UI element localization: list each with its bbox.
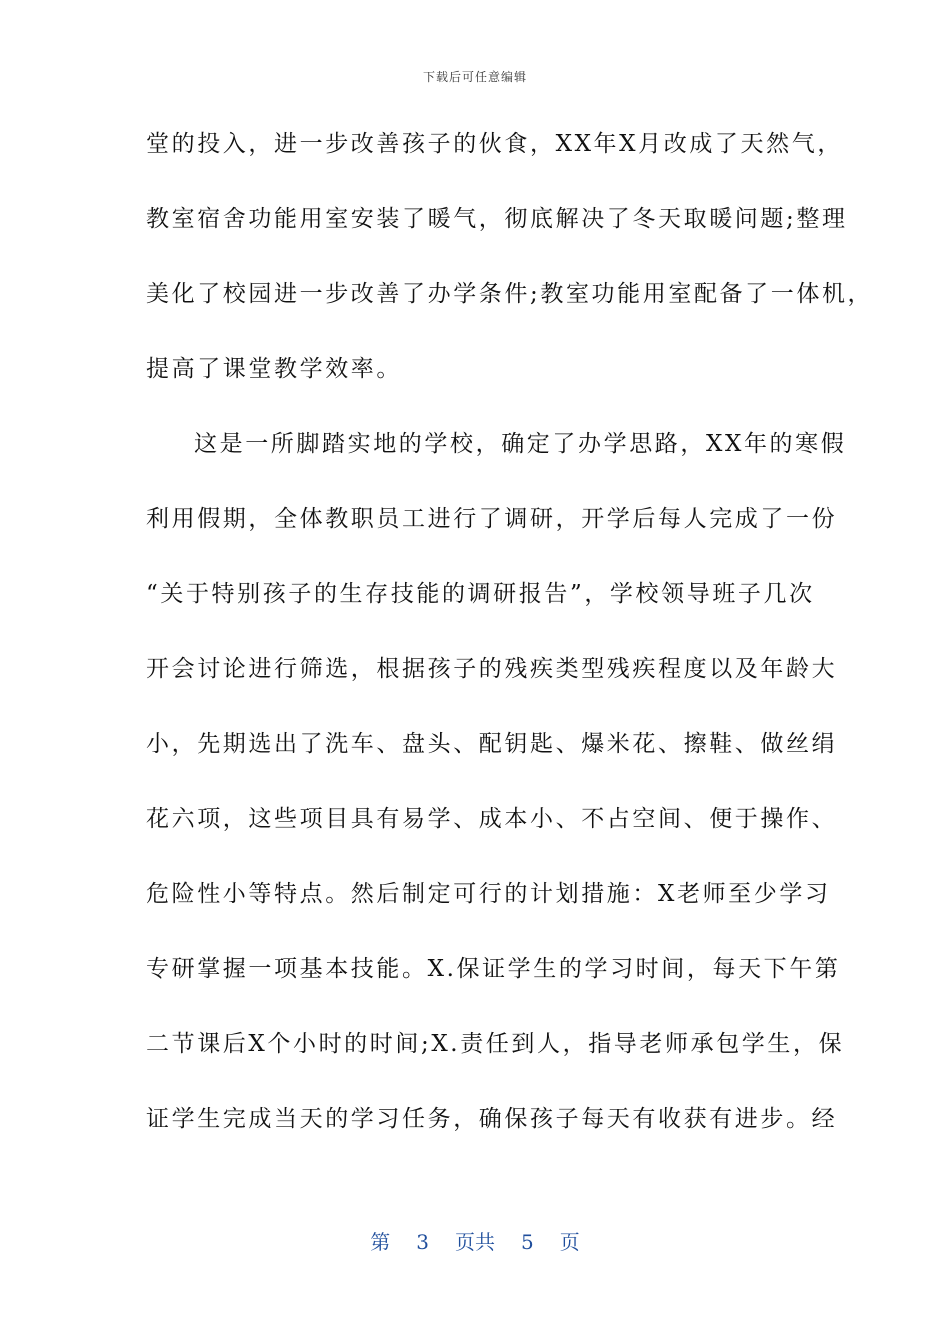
document-body (146, 124, 874, 1174)
paragraph-start-line: 这是一所脚踏实地的学校，确定了办学思路，XX年的寒假 (194, 431, 847, 457)
page-footer-middle: 页共 (455, 1230, 495, 1254)
current-page-number: 3 (416, 1230, 429, 1254)
page-number-footer (0, 1226, 950, 1255)
page-header-note: 下载后可任意编辑 (422, 70, 527, 84)
text-line: 二节课后X个小时的时间;X.责任到人，指导老师承包学生，保 (146, 1031, 845, 1057)
text-line: 证学生完成当天的学习任务，确保孩子每天有收获有进步。经 (146, 1106, 838, 1132)
text-line: 利用假期，全体教职员工进行了调研，开学后每人完成了一份 (146, 506, 838, 532)
text-line: 堂的投入，进一步改善孩子的伙食，XX年X月改成了天然气， (146, 131, 843, 157)
page-footer-suffix: 页 (559, 1230, 580, 1254)
text-line: 教室宿舍功能用室安装了暖气，彻底解决了冬天取暖问题;整理 (146, 206, 848, 232)
text-line: 花六项，这些项目具有易学、成本小、不占空间、便于操作、 (146, 806, 838, 832)
text-line: 危险性小等特点。然后制定可行的计划措施：X老师至少学习 (146, 881, 831, 907)
text-line: 小，先期选出了洗车、盘头、配钥匙、爆米花、擦鞋、做丝绢 (146, 731, 838, 757)
total-page-number: 5 (521, 1230, 534, 1254)
text-line: 美化了校园进一步改善了办学条件;教室功能用室配备了一体机， (146, 281, 874, 307)
text-line: “关于特别孩子的生存技能的调研报告”，学校领导班子几次 (146, 581, 815, 607)
text-line: 专研掌握一项基本技能。X.保证学生的学习时间，每天下午第 (146, 956, 841, 982)
page-footer-prefix: 第 (370, 1230, 391, 1254)
text-line: 提高了课堂教学效率。 (146, 356, 402, 382)
text-line: 开会讨论进行筛选，根据孩子的残疾类型残疾程度以及年龄大 (146, 656, 838, 682)
